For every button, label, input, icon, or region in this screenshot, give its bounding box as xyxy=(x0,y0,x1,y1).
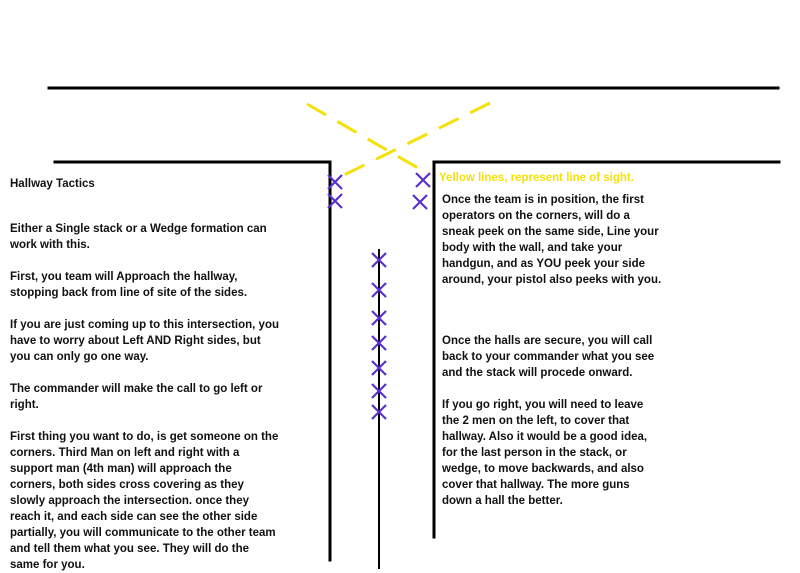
right-text-column xyxy=(442,192,661,509)
text-line: work with this. xyxy=(10,239,90,251)
paragraph xyxy=(442,333,661,381)
text-line: same for you. xyxy=(10,559,85,571)
text-line: partially, you will communicate to the other team xyxy=(10,527,276,539)
paragraph xyxy=(10,317,279,365)
text-line: you can only go one way. xyxy=(10,351,149,363)
text-line: slowly approach the intersection. once they xyxy=(10,495,250,507)
text-line: reach it, and each side can see the other side xyxy=(10,511,258,523)
text-line: First, you team will Approach the hallway, xyxy=(10,271,238,283)
text-line: handgun, and as YOU peek your side xyxy=(442,258,646,270)
text-line: First thing you want to do, is get someone on the xyxy=(10,431,279,443)
text-line: operators on the corners, will do a xyxy=(442,210,630,222)
paragraph xyxy=(10,381,279,413)
text-line: stopping back from line of site of the sides. xyxy=(10,287,248,299)
text-line: hallway. Also it would be a good idea, xyxy=(442,431,648,443)
paragraph xyxy=(442,192,661,288)
text-line: corners, both sides cross covering as they xyxy=(10,479,244,491)
corner-operator-marker xyxy=(413,195,427,209)
paragraph xyxy=(10,429,279,573)
sight-lines xyxy=(307,103,490,180)
text-line: support man (4th man) will approach the xyxy=(10,463,232,475)
text-line: body with the wall, and take your xyxy=(442,242,623,254)
text-line: back to your commander what you see xyxy=(442,351,655,363)
left-text-column xyxy=(10,221,279,573)
paragraph xyxy=(10,221,279,253)
text-line: sneak peek on the same side, Line your xyxy=(442,226,659,238)
text-line: wedge, to move backwards, and also xyxy=(442,463,644,475)
sight-line-right-to-left xyxy=(334,103,490,180)
corner-operator-marker xyxy=(416,173,430,187)
text-line: The commander will make the call to go left or xyxy=(10,383,263,395)
text-line: around, your pistol also peeks with you. xyxy=(442,274,662,286)
text-line: If you go right, you will need to leave xyxy=(442,399,644,411)
paragraph xyxy=(10,269,279,301)
text-line: If you are just coming up to this intersection, you xyxy=(10,319,279,331)
text-line: corners. Third Man on left and right with a xyxy=(10,447,240,459)
text-line: and tell them what you see. They will do the xyxy=(10,543,249,555)
paragraph xyxy=(442,397,661,509)
text-line: for the last person in the stack, or xyxy=(442,447,627,459)
text-line: Either a Single stack or a Wedge formation can xyxy=(10,223,267,235)
text-line: and the stack will procede onward. xyxy=(442,367,633,379)
text-line: Once the team is in position, the first xyxy=(442,194,644,206)
text-line: have to worry about Left AND Right sides, but xyxy=(10,335,261,347)
text-line: Once the halls are secure, you will call xyxy=(442,335,653,347)
legend-note: Yellow lines, represent line of sight. xyxy=(439,172,634,184)
text-line: right. xyxy=(10,399,39,411)
text-line: down a hall the better. xyxy=(442,495,563,507)
page-title: Hallway Tactics xyxy=(10,178,95,190)
text-line: the 2 men on the left, to cover that xyxy=(442,415,630,427)
text-line: cover that hallway. The more guns xyxy=(442,479,630,491)
